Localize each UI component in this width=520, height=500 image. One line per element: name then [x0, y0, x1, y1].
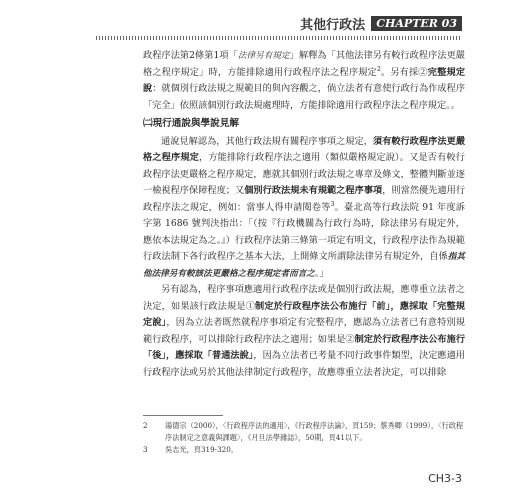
footnote-text: 吳志光，頁319-320。: [165, 445, 238, 454]
footnote-item: [143, 420, 465, 444]
page-body: [143, 48, 465, 381]
footnote-text: 湯德宗（2000），〈行政程序法的適用〉，《行政程序法論》，頁159；蔡秀卿（1999），〈行政程序法制定之意義與課題〉，《月旦法學雜誌》，50期，頁41以下。: [165, 421, 464, 442]
book-title: 其他行政法: [300, 18, 366, 33]
page-number: CH3-3: [428, 472, 462, 485]
chapter-badge: CHAPTER 03: [371, 16, 462, 31]
footnote-divider: [143, 415, 223, 416]
paragraph-1: 政程序法第2條第1項「法律另有規定」解釋為「其他法律另有較行政程序法更嚴格之程序規定」時，方能排除適用行政程序法之程序規定$^2$。另有採②完整規定說：就個別行政法規之規範目的與內容觀之，倘立法者有意使行政行為作成程序「完全」依照該個別行政法規處理時，方能排除適用行政程序法之程序規定。。: [143, 50, 466, 111]
footnote-ref-3[interactable]: 3: [330, 200, 335, 208]
paragraph-3: 另有認為，程序事項應適用行政程序法或是個別行政法規，應尊重立法者之決定，如果該行政法規是①制定於行政程序法公布施行「前」，應採取「完整規定說」，因為立法者既然就程序事項定有完整程序，應認為立法者已有意特別規範行政程序，可以排除行政程序法之適用；如果是②制定於行政程序法公布施行「後」，應採取「普通法說」，因為立法者已考量不同行政事件類型，決定應適用行政程序法或另於其他法律制定行政程序，故應尊重立法者決定，可以排除: [143, 284, 466, 378]
section-heading: ㈡現行通說與學說見解: [143, 118, 239, 129]
footnotes: [143, 420, 465, 456]
footnote-ref-2[interactable]: 2: [376, 65, 381, 73]
footnote-item: [143, 444, 465, 456]
header-hatch-divider: [96, 36, 461, 40]
footnote-number: 2: [143, 421, 148, 430]
paragraph-2: 通說見解認為，其他行政法規有關程序事項之規定，須有較行政程序法更嚴格之程序規定，方能排除行政程序法之適用（類似嚴格規定說）。又是否有較行政程序法更嚴格之程序規定，應就其個別行政法規之專章及條文，整體判斷並逐一檢視程序保障程度；又個別行政法規未有規範之程序事項，則當然優先適用行政程序法之規定，例如：當事人得申請閱卷等$^3$。臺北高等行政法院 91 年度訴字第 1686 號判決指出：「（按『行政機關為行政行為時，除法律另有規定外，應依本法規定為之。』）行政程序法第三條第一項定有明文，行政程序法作為規範行政法制下各行政程序之基本大法，上開條文所謂除法律另有規定外，自係指其他法律另有較該法更嚴格之程序規定者而言之。」: [143, 135, 466, 279]
footnote-number: 3: [143, 445, 148, 454]
running-header: [300, 14, 462, 33]
